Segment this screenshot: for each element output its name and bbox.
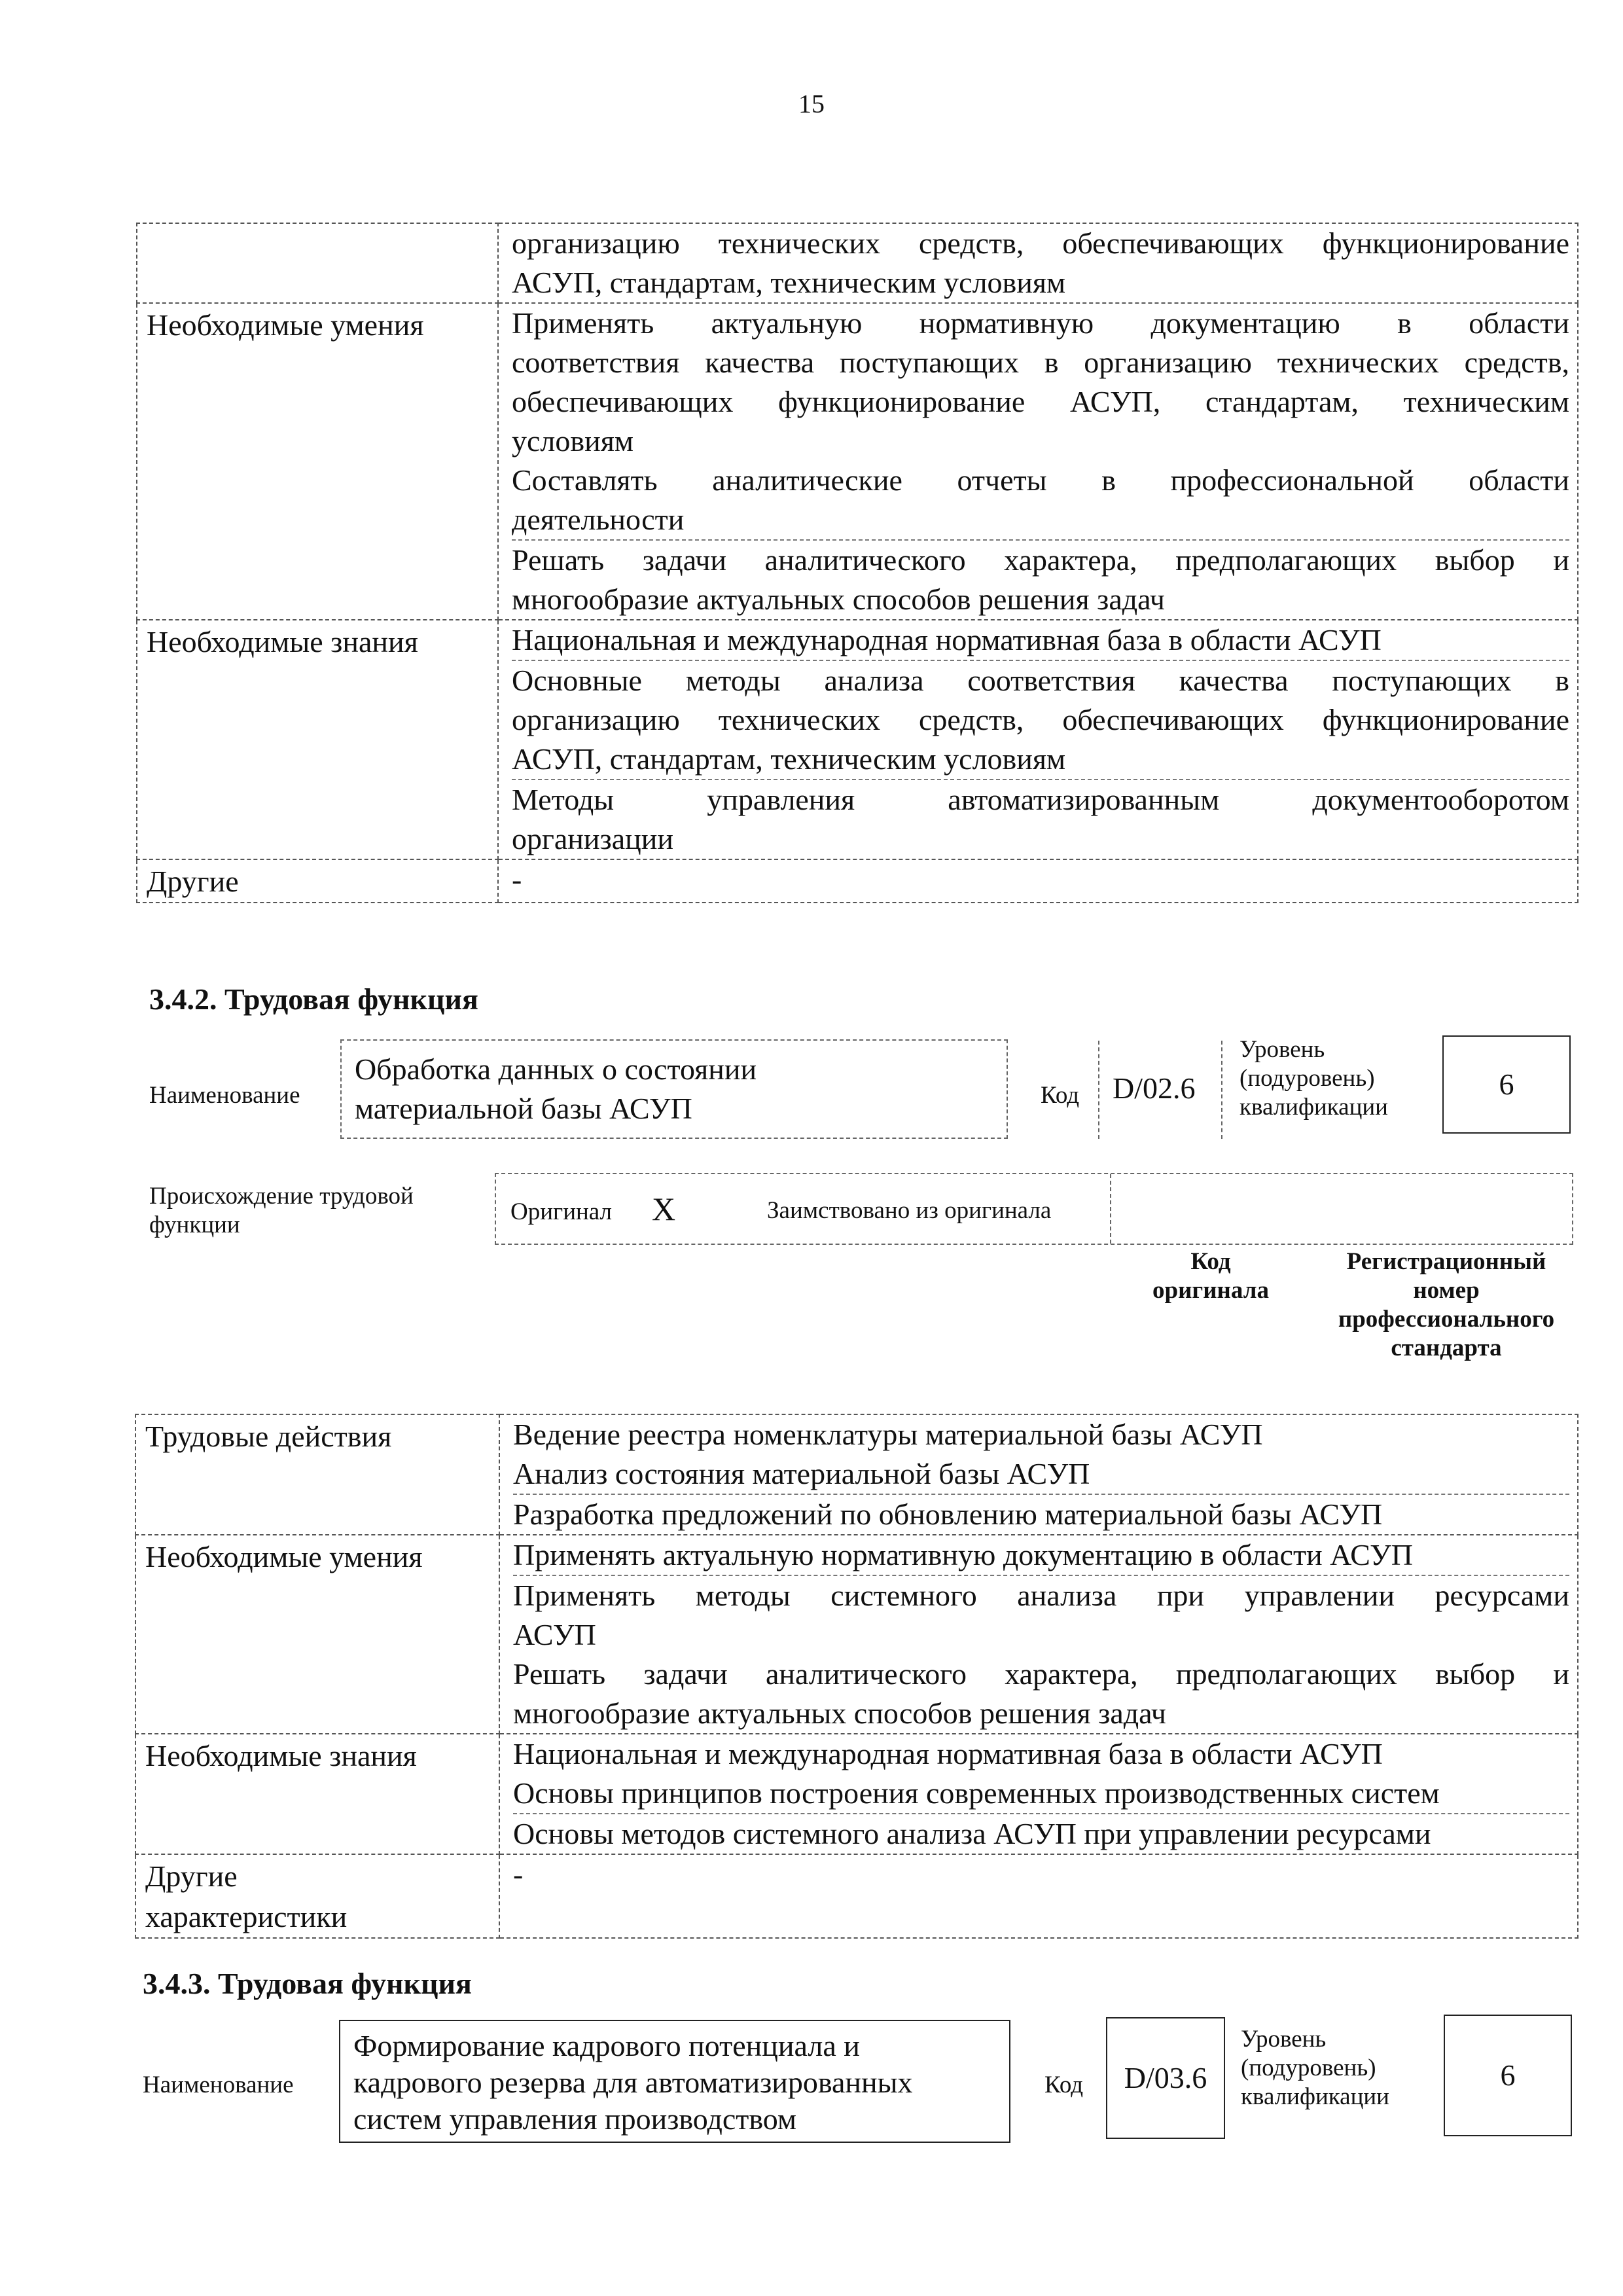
caption-line: профессионального xyxy=(1338,1306,1555,1333)
level-label-line: (подуровень) xyxy=(1240,1065,1375,1092)
row-value xyxy=(499,1734,1578,1854)
code-label: Код xyxy=(1044,2072,1084,2098)
row-value xyxy=(498,223,1578,303)
item-line: Составлять аналитические отчеты в профессиональной области xyxy=(512,463,1569,497)
list-item xyxy=(512,660,1569,779)
level-label-line: (подуровень) xyxy=(1241,2054,1376,2081)
code-original-caption xyxy=(1113,1247,1309,1305)
level-box xyxy=(1442,1035,1571,1134)
caption-line: номер xyxy=(1413,1277,1480,1304)
name-box xyxy=(340,1039,1008,1139)
item-line: организацию технических средств, обеспечивающих функционирование xyxy=(512,703,1569,736)
other-value: - xyxy=(513,1857,524,1891)
row-value xyxy=(498,303,1578,620)
caption-line: Код xyxy=(1190,1248,1231,1275)
actions-label: Трудовые действия xyxy=(135,1414,499,1535)
list-item xyxy=(512,304,1569,461)
code-label: Код xyxy=(1041,1082,1080,1109)
other-label: Другие xyxy=(137,859,498,903)
skills-label: Необходимые умения xyxy=(135,1535,499,1734)
name-box xyxy=(339,2020,1010,2143)
reg-number-caption xyxy=(1315,1247,1577,1363)
knowledge-label: Необходимые знания xyxy=(137,620,498,859)
table-row xyxy=(135,1535,1578,1734)
caption-line: Регистрационный xyxy=(1346,1248,1546,1275)
list-item xyxy=(512,779,1569,859)
list-item: Применять актуальную нормативную документацию в области АСУП xyxy=(513,1538,1413,1571)
list-item: Национальная и международная нормативная база в области АСУП xyxy=(513,1737,1383,1770)
list-item xyxy=(512,620,1569,660)
list-item xyxy=(513,1575,1569,1655)
row-value xyxy=(498,859,1578,903)
level-label xyxy=(1240,1035,1388,1122)
item-line: Применять методы системного анализа при управлении ресурсами xyxy=(513,1579,1569,1612)
row-value xyxy=(499,1414,1578,1535)
caption-line: оригинала xyxy=(1152,1277,1269,1304)
code-value: D/02.6 xyxy=(1113,1071,1196,1105)
name-line: Обработка данных о состоянии xyxy=(355,1052,757,1086)
row-value xyxy=(499,1854,1578,1938)
name-label: Наименование xyxy=(143,2072,294,2098)
origin-label-line: функции xyxy=(149,1211,240,1238)
code-value: D/03.6 xyxy=(1124,2061,1207,2094)
item-line: АСУП, стандартам, техническим условиям xyxy=(512,742,1066,776)
item-line: деятельности xyxy=(512,503,685,536)
table-row xyxy=(137,620,1578,859)
item-line: АСУП xyxy=(513,1618,596,1651)
row-value xyxy=(498,620,1578,859)
origin-label-line: Происхождение трудовой xyxy=(149,1183,414,1210)
other-label-line: характеристики xyxy=(145,1900,348,1933)
list-item xyxy=(512,461,1569,539)
item-line: Национальная и международная нормативная база в области АСУП xyxy=(512,623,1382,656)
name-line: материальной базы АСУП xyxy=(355,1092,692,1125)
original-label: Оригинал xyxy=(510,1198,613,1225)
list-item: Основы методов системного анализа АСУП при управлении ресурсами xyxy=(513,1813,1569,1854)
page-number: 15 xyxy=(798,89,825,118)
item-line: соответствия качества поступающих в организацию технических средств, xyxy=(512,346,1569,379)
table-row xyxy=(137,223,1578,303)
item-line: многообразие актуальных способов решения задач xyxy=(512,583,1165,616)
list-item: Анализ состояния материальной базы АСУП xyxy=(513,1457,1090,1490)
original-mark: X xyxy=(652,1191,676,1227)
borrowed-label: Заимствовано из оригинала xyxy=(767,1197,1052,1224)
level-label-line: Уровень xyxy=(1240,1036,1325,1063)
item-line: Методы управления автоматизированным документооборотом xyxy=(512,783,1569,816)
list-item: Ведение реестра номенклатуры материальной базы АСУП xyxy=(513,1418,1263,1451)
table-row xyxy=(135,1414,1578,1535)
level-label-line: квалификации xyxy=(1241,2083,1389,2110)
table-continuation xyxy=(136,223,1578,903)
section-heading: 3.4.3. Трудовая функция xyxy=(143,1967,472,2000)
origin-label xyxy=(149,1182,414,1240)
section-heading: 3.4.2. Трудовая функция xyxy=(149,982,478,1016)
other-label xyxy=(135,1854,499,1938)
list-item xyxy=(513,1655,1569,1733)
item-line: обеспечивающих функционирование АСУП, стандартам, техническим xyxy=(512,385,1569,418)
list-item: Разработка предложений по обновлению материальной базы АСУП xyxy=(513,1494,1569,1534)
item-line: АСУП, стандартам, техническим условиям xyxy=(512,266,1066,299)
level-value: 6 xyxy=(1500,2058,1516,2092)
code-box xyxy=(1106,2017,1225,2139)
item-line: Решать задачи аналитического характера, предполагающих выбор и xyxy=(513,1657,1569,1691)
level-label-line: квалификации xyxy=(1240,1094,1388,1121)
level-value: 6 xyxy=(1499,1067,1514,1101)
row-label-empty xyxy=(137,223,498,303)
knowledge-label: Необходимые знания xyxy=(135,1734,499,1854)
list-item: Основы принципов построения современных производственных систем xyxy=(513,1776,1440,1810)
item-line: организации xyxy=(512,822,673,855)
name-line: Формирование кадрового потенциала и xyxy=(353,2029,860,2062)
name-line: систем управления производством xyxy=(353,2102,797,2136)
item-line: Применять актуальную нормативную документацию в области xyxy=(512,306,1569,340)
level-label-line: Уровень xyxy=(1241,2026,1327,2053)
skills-label: Необходимые умения xyxy=(137,303,498,620)
table-row xyxy=(135,1734,1578,1854)
table-row xyxy=(135,1854,1578,1938)
name-label: Наименование xyxy=(149,1082,300,1109)
row-value xyxy=(499,1535,1578,1734)
item-line: Решать задачи аналитического характера, предполагающих выбор и xyxy=(512,543,1569,577)
item-line: условиям xyxy=(512,424,633,457)
table-row xyxy=(137,859,1578,903)
table-function-342 xyxy=(135,1414,1578,1939)
item-line: организацию технических средств, обеспечивающих функционирование xyxy=(512,226,1569,260)
other-label-line: Другие xyxy=(145,1859,238,1893)
table-row xyxy=(137,303,1578,620)
item-line: Основные методы анализа соответствия качества поступающих в xyxy=(512,664,1569,697)
other-value: - xyxy=(512,863,522,896)
name-line: кадрового резерва для автоматизированных xyxy=(353,2066,913,2099)
caption-line: стандарта xyxy=(1391,1335,1502,1361)
list-item xyxy=(512,539,1569,619)
level-box xyxy=(1444,2015,1572,2136)
item-line: многообразие актуальных способов решения задач xyxy=(513,1696,1166,1730)
level-label xyxy=(1241,2025,1389,2111)
